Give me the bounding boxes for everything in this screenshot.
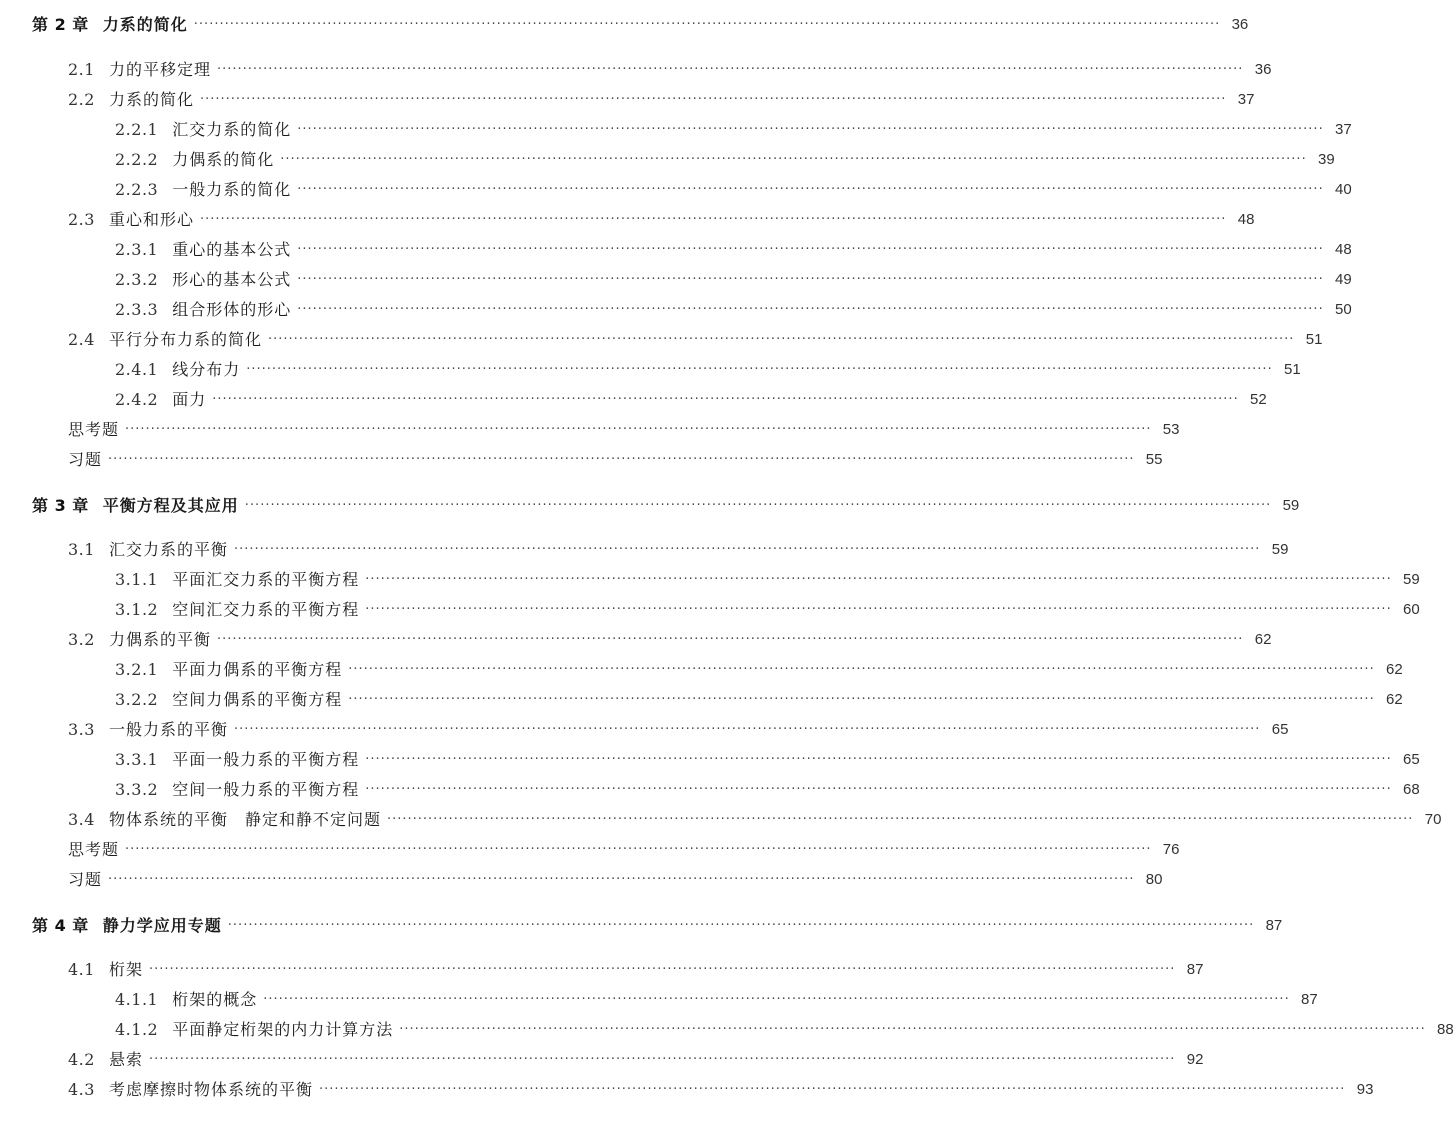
toc-entry-title: 力偶系的简化 — [172, 150, 275, 169]
toc-entry-number: 2.2.2 — [115, 150, 159, 169]
toc-entry-number: 4.2 — [68, 1050, 95, 1069]
dot-leader: ········································································································································································································ — [244, 498, 1272, 513]
toc-entry-title: 思考题 — [68, 420, 120, 439]
toc-entry-title: 空间力偶系的平衡方程 — [172, 690, 343, 709]
toc-page-number: 60 — [1403, 601, 1420, 618]
toc-entry-title: 平面汇交力系的平衡方程 — [172, 570, 360, 589]
toc-chapter-row[interactable] — [32, 913, 1283, 939]
toc-entry-title: 线分布力 — [172, 360, 241, 379]
toc-entry-number: 第 4 章 — [32, 916, 89, 935]
toc-entry-title: 静力学应用专题 — [102, 916, 222, 935]
dot-leader: ········································································································································································································ — [108, 452, 1135, 467]
toc-page-number: 36 — [1254, 61, 1272, 78]
toc-subsection-row[interactable] — [115, 747, 1420, 773]
toc-entry-title: 空间汇交力系的平衡方程 — [172, 600, 360, 619]
toc-page-number: 87 — [1186, 961, 1204, 978]
dot-leader: ········································································································································································································ — [246, 362, 1273, 377]
toc-page-number: 50 — [1335, 301, 1352, 318]
dot-leader: ········································································································································································································ — [318, 1082, 1346, 1097]
toc-entry-number: 第 2 章 — [32, 15, 89, 34]
toc-page-number: 37 — [1237, 91, 1255, 108]
toc-subsection-row[interactable] — [115, 1017, 1454, 1043]
toc-entry-title: 平面力偶系的平衡方程 — [172, 660, 343, 679]
toc-entry-title: 习题 — [68, 450, 103, 469]
toc-page-number: 52 — [1250, 391, 1267, 408]
toc-section-row[interactable] — [68, 1077, 1374, 1103]
toc-entry-number: 3.3 — [68, 720, 95, 739]
toc-subsection-row[interactable] — [115, 177, 1352, 203]
toc-entry-number: 3.1.1 — [115, 570, 159, 589]
toc-page-number: 48 — [1335, 241, 1352, 258]
dot-leader: ········································································································································································································ — [267, 332, 1295, 347]
toc-entry-title: 组合形体的形心 — [172, 300, 292, 319]
toc-page-number: 53 — [1162, 421, 1180, 438]
toc-entry-number: 4.3 — [68, 1080, 95, 1099]
dot-leader: ········································································································································································································ — [399, 1022, 1426, 1037]
dot-leader: ········································································································································································································ — [348, 692, 1375, 707]
dot-leader: ········································································································································································································ — [233, 722, 1261, 737]
toc-subsection-row[interactable] — [115, 267, 1352, 293]
toc-entry-number: 3.4 — [68, 810, 95, 829]
toc-section-row[interactable] — [68, 447, 1163, 473]
toc-entry-number: 2.4.2 — [115, 390, 159, 409]
toc-page-number: 80 — [1145, 871, 1163, 888]
toc-subsection-row[interactable] — [115, 297, 1352, 323]
toc-entry-number: 第 3 章 — [32, 496, 89, 515]
toc-section-row[interactable] — [68, 87, 1255, 113]
dot-leader: ········································································································································································································ — [148, 1052, 1176, 1067]
toc-section-row[interactable] — [68, 207, 1255, 233]
toc-entry-title: 力的平移定理 — [108, 60, 211, 79]
dot-leader: ········································································································································································································ — [216, 62, 1244, 77]
toc-entry-title: 平衡方程及其应用 — [102, 496, 239, 515]
toc-page-number: 93 — [1356, 1081, 1374, 1098]
toc-section-row[interactable] — [68, 837, 1180, 863]
dot-leader: ········································································································································································································ — [386, 812, 1414, 827]
toc-subsection-row[interactable] — [115, 387, 1267, 413]
toc-subsection-row[interactable] — [115, 147, 1335, 173]
toc-entry-title: 力系的简化 — [108, 90, 194, 109]
toc-entry-title: 习题 — [68, 870, 103, 889]
dot-leader: ········································································································································································································ — [199, 212, 1227, 227]
toc-page-number: 55 — [1145, 451, 1163, 468]
toc-entry-number: 3.2.1 — [115, 660, 159, 679]
toc-subsection-row[interactable] — [115, 657, 1403, 683]
toc-page-number: 87 — [1301, 991, 1318, 1008]
dot-leader: ········································································································································································································ — [365, 572, 1392, 587]
toc-entry-number: 4.1.2 — [115, 1020, 159, 1039]
toc-entry-number: 2.4 — [68, 330, 95, 349]
toc-subsection-row[interactable] — [115, 357, 1301, 383]
toc-page-number: 36 — [1231, 16, 1249, 33]
toc-page-number: 51 — [1305, 331, 1323, 348]
toc-entry-number: 2.2.1 — [115, 120, 159, 139]
toc-entry-number: 3.1 — [68, 540, 95, 559]
dot-leader: ········································································································································································································ — [297, 272, 1324, 287]
toc-section-row[interactable] — [68, 1047, 1204, 1073]
toc-page-number: 62 — [1386, 691, 1403, 708]
dot-leader: ········································································································································································································ — [216, 632, 1244, 647]
toc-page-number: 65 — [1403, 751, 1420, 768]
toc-entry-title: 思考题 — [68, 840, 120, 859]
toc-page-number: 59 — [1282, 497, 1300, 514]
toc-entry-title: 桁架的概念 — [172, 990, 258, 1009]
toc-entry-number: 2.3.1 — [115, 240, 159, 259]
toc-subsection-row[interactable] — [115, 597, 1420, 623]
toc-subsection-row[interactable] — [115, 237, 1352, 263]
toc-entry-number: 3.2.2 — [115, 690, 159, 709]
toc-entry-number: 4.1.1 — [115, 990, 159, 1009]
toc-page-number: 59 — [1403, 571, 1420, 588]
toc-page-number: 65 — [1271, 721, 1289, 738]
toc-page-number: 68 — [1403, 781, 1420, 798]
toc-entry-title: 形心的基本公式 — [172, 270, 292, 289]
toc-subsection-row[interactable] — [115, 987, 1318, 1013]
dot-leader: ········································································································································································································ — [280, 152, 1307, 167]
toc-entry-title: 重心的基本公式 — [172, 240, 292, 259]
toc-entry-title: 汇交力系的简化 — [172, 120, 292, 139]
toc-entry-title: 重心和形心 — [108, 210, 194, 229]
toc-entry-title: 桁架 — [108, 960, 143, 979]
toc-entry-title: 物体系统的平衡 静定和静不定问题 — [108, 810, 381, 829]
toc-entry-number: 3.3.1 — [115, 750, 159, 769]
dot-leader: ········································································································································································································ — [108, 872, 1135, 887]
toc-entry-number: 2.1 — [68, 60, 95, 79]
toc-section-row[interactable] — [68, 867, 1163, 893]
toc-entry-number: 2.2 — [68, 90, 95, 109]
toc-entry-number: 2.3 — [68, 210, 95, 229]
dot-leader: ········································································································································································································ — [297, 182, 1324, 197]
dot-leader: ········································································································································································································ — [263, 992, 1290, 1007]
dot-leader: ········································································································································································································ — [212, 392, 1239, 407]
toc-page-number: 59 — [1271, 541, 1289, 558]
dot-leader: ········································································································································································································ — [193, 17, 1221, 32]
toc-section-row[interactable] — [68, 537, 1289, 563]
toc-page-number: 92 — [1186, 1051, 1204, 1068]
toc-entry-title: 汇交力系的平衡 — [108, 540, 228, 559]
toc-section-row[interactable] — [68, 417, 1180, 443]
toc-entry-title: 面力 — [172, 390, 207, 409]
toc-section-row[interactable] — [68, 57, 1272, 83]
dot-leader: ········································································································································································································ — [297, 122, 1324, 137]
toc-page-number: 51 — [1284, 361, 1301, 378]
toc-page-number: 87 — [1265, 917, 1283, 934]
toc-page-number: 40 — [1335, 181, 1352, 198]
dot-leader: ········································································································································································································ — [199, 92, 1227, 107]
toc-entry-title: 平面静定桁架的内力计算方法 — [172, 1020, 394, 1039]
toc-page-number: 48 — [1237, 211, 1255, 228]
toc-chapter-row[interactable] — [32, 12, 1249, 38]
toc-entry-number: 3.1.2 — [115, 600, 159, 619]
toc-section-row[interactable] — [68, 957, 1204, 983]
toc-entry-title: 平行分布力系的简化 — [108, 330, 262, 349]
dot-leader: ········································································································································································································ — [365, 602, 1392, 617]
toc-entry-title: 平面一般力系的平衡方程 — [172, 750, 360, 769]
dot-leader: ········································································································································································································ — [148, 962, 1176, 977]
toc-subsection-row[interactable] — [115, 777, 1420, 803]
toc-section-row[interactable] — [68, 327, 1323, 353]
toc-entry-number: 2.3.2 — [115, 270, 159, 289]
toc-entry-number: 3.2 — [68, 630, 95, 649]
dot-leader: ········································································································································································································ — [348, 662, 1375, 677]
toc-entry-title: 力偶系的平衡 — [108, 630, 211, 649]
toc-entry-number: 2.2.3 — [115, 180, 159, 199]
toc-subsection-row[interactable] — [115, 687, 1403, 713]
toc-entry-number: 3.3.2 — [115, 780, 159, 799]
dot-leader: ········································································································································································································ — [365, 752, 1392, 767]
dot-leader: ········································································································································································································ — [233, 542, 1261, 557]
toc-entry-number: 4.1 — [68, 960, 95, 979]
toc-entry-title: 一般力系的平衡 — [108, 720, 228, 739]
dot-leader: ········································································································································································································ — [365, 782, 1392, 797]
dot-leader: ········································································································································································································ — [227, 918, 1255, 933]
dot-leader: ········································································································································································································ — [297, 242, 1324, 257]
toc-page-number: 62 — [1254, 631, 1272, 648]
toc-page-number: 49 — [1335, 271, 1352, 288]
toc-entry-number: 2.4.1 — [115, 360, 159, 379]
toc-page-number: 76 — [1162, 841, 1180, 858]
toc-entry-number: 2.3.3 — [115, 300, 159, 319]
toc-chapter-row[interactable] — [32, 493, 1300, 519]
toc-subsection-row[interactable] — [115, 567, 1420, 593]
toc-page-number: 39 — [1318, 151, 1335, 168]
toc-section-row[interactable] — [68, 627, 1272, 653]
toc-page-number: 88 — [1437, 1021, 1454, 1038]
dot-leader: ········································································································································································································ — [125, 842, 1152, 857]
toc-section-row[interactable] — [68, 807, 1442, 833]
toc-entry-title: 悬索 — [108, 1050, 143, 1069]
toc-page-number: 70 — [1424, 811, 1442, 828]
toc-entry-title: 空间一般力系的平衡方程 — [172, 780, 360, 799]
toc-subsection-row[interactable] — [115, 117, 1352, 143]
dot-leader: ········································································································································································································ — [297, 302, 1324, 317]
toc-page-number: 37 — [1335, 121, 1352, 138]
toc-entry-title: 一般力系的简化 — [172, 180, 292, 199]
toc-page-number: 62 — [1386, 661, 1403, 678]
toc-entry-title: 考虑摩擦时物体系统的平衡 — [108, 1080, 313, 1099]
toc-entry-title: 力系的简化 — [102, 15, 188, 34]
dot-leader: ········································································································································································································ — [125, 422, 1152, 437]
toc-section-row[interactable] — [68, 717, 1289, 743]
